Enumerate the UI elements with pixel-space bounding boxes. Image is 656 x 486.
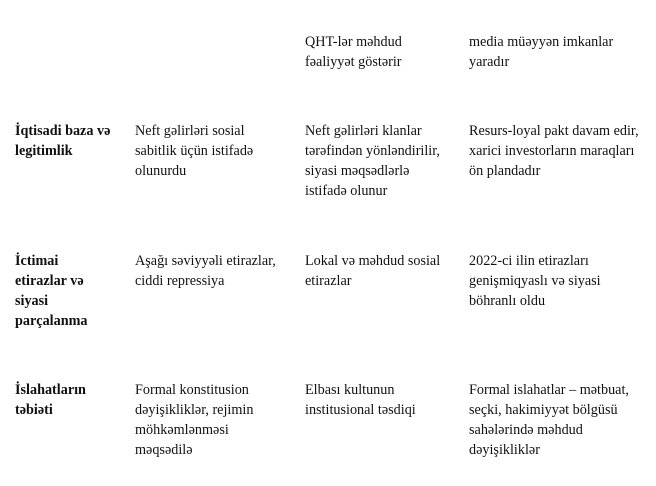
- row2-label-line: İctimai: [15, 253, 59, 269]
- row2-col1-line: ciddi repressiya: [135, 273, 225, 289]
- row3-col1-cell: [135, 380, 253, 460]
- row3-label-cell: [15, 380, 86, 420]
- row2-label-line: parçalanma: [15, 313, 88, 329]
- row3-label-line: təbiəti: [15, 402, 53, 418]
- row0-col3-line: yaradır: [469, 54, 510, 70]
- row3-col2-cell: [305, 380, 416, 420]
- row1-col2-cell: [305, 121, 440, 201]
- row3-col3-line: dəyişikliklər: [469, 442, 540, 458]
- row1-label-line: legitimlik: [15, 143, 73, 159]
- row2-label-line: etirazlar və: [15, 273, 84, 289]
- row0-col2-line: fəaliyyət göstərir: [305, 54, 402, 70]
- row2-col3-cell: [469, 251, 601, 311]
- row1-col3-line: xarici investorların maraqları: [469, 143, 635, 159]
- row0-col2-cell: [305, 32, 402, 72]
- row2-col1-cell: [135, 251, 276, 291]
- row0-col2-line: QHT-lər məhdud: [305, 34, 402, 50]
- row1-label-line: İqtisadi baza və: [15, 123, 111, 139]
- row1-col2-line: siyasi məqsədlərlə: [305, 163, 410, 179]
- row3-col3-line: sahələrində məhdud: [469, 422, 583, 438]
- row1-col1-line: sabitlik üçün istifadə: [135, 143, 254, 159]
- row2-col1-line: Aşağı səviyyəli etirazlar,: [135, 253, 276, 269]
- row2-label-cell: [15, 251, 88, 331]
- row3-col1-line: dəyişikliklər, rejimin: [135, 402, 254, 418]
- row1-col2-line: Neft gəlirləri klanlar: [305, 123, 422, 139]
- row0-col3-line: media müəyyən imkanlar: [469, 34, 614, 50]
- row1-col2-line: tərəfindən yönləndirilir,: [305, 143, 440, 159]
- row2-col3-line: 2022-ci ilin etirazları: [469, 253, 589, 269]
- row1-col1-line: olunurdu: [135, 163, 187, 179]
- row1-col1-line: Neft gəlirləri sosial: [135, 123, 245, 139]
- row1-col1-cell: [135, 121, 253, 181]
- row1-col2-line: istifadə olunur: [305, 183, 388, 199]
- row1-col3-line: ön plandadır: [469, 163, 541, 179]
- row2-col3-line: genişmiqyaslı və siyasi: [469, 273, 601, 289]
- row3-col1-line: möhkəmlənməsi: [135, 422, 229, 438]
- row3-col3-line: Formal islahatlar – mətbuat,: [469, 382, 629, 398]
- row2-col2-line: etirazlar: [305, 273, 352, 289]
- row3-col1-line: məqsədilə: [135, 442, 193, 458]
- row3-col3-line: seçki, hakimiyyət bölgüsü: [469, 402, 618, 418]
- row2-col2-cell: [305, 251, 440, 291]
- row2-col3-line: böhranlı oldu: [469, 293, 546, 309]
- row1-col3-line: Resurs-loyal pakt davam edir,: [469, 123, 639, 139]
- row3-col2-line: Elbası kultunun: [305, 382, 395, 398]
- row2-label-line: siyasi: [15, 293, 49, 309]
- row0-col3-cell: [469, 32, 613, 72]
- row1-label-cell: [15, 121, 110, 161]
- row1-col3-cell: [469, 121, 639, 181]
- row2-col2-line: Lokal və məhdud sosial: [305, 253, 441, 269]
- row3-col3-cell: [469, 380, 629, 460]
- row3-label-line: İslahatların: [15, 382, 86, 398]
- row3-col1-line: Formal konstitusion: [135, 382, 249, 398]
- row3-col2-line: institusional təsdiqi: [305, 402, 416, 418]
